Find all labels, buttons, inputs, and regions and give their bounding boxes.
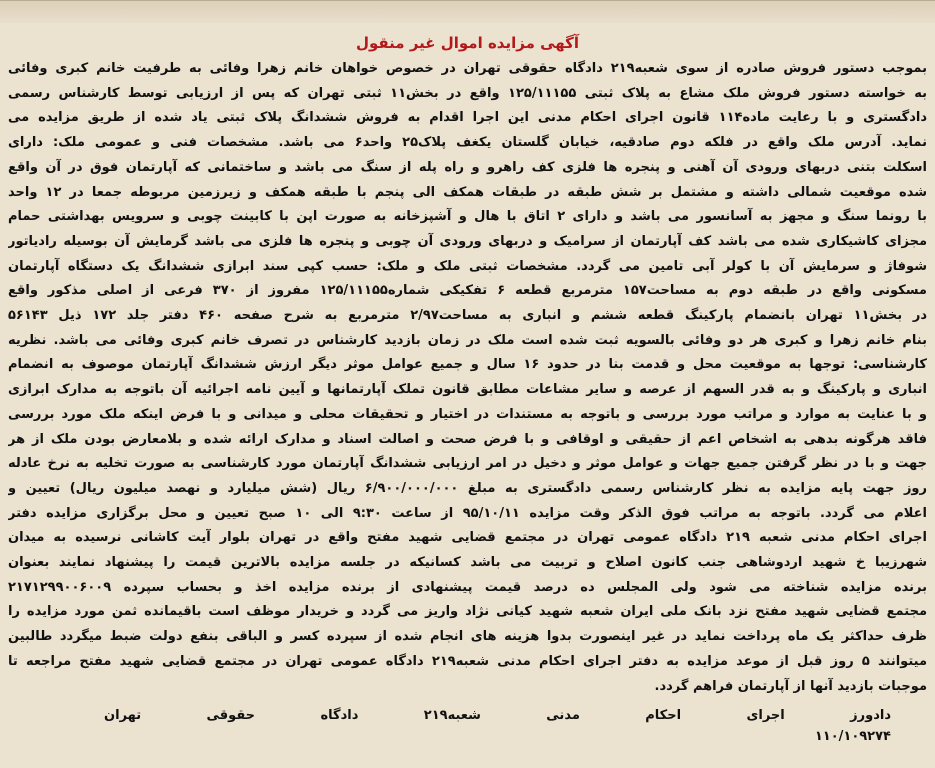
notice-line: در بخش۱۱ تهران بانضمام پارکینگ قطعه ششم و انباری به مساحت۲/۹۷ مترمربع به شرح صفحه ۴۶۰ دفتر جلد ۱۷۲ ذیل ۵۶۱۴۳ bbox=[8, 308, 927, 324]
signature-word: اجرای bbox=[746, 708, 785, 724]
signature-block bbox=[8, 705, 927, 747]
signature-word: شعبه۲۱۹ bbox=[423, 708, 481, 724]
notice-line: انباری و پارکینگ و به قدر السهم از عرصه و سایر مشاعات مطابق قانون تملک آپارتمانها و آیین نامه اجرائیه آن باتوجه به مدارک ابرازی bbox=[8, 382, 927, 398]
notice-line: کارشناسی: توجها به موقعیت محل و قدمت بنا در حدود ۱۶ سال و جمیع عوامل موثر دیگر ارزش ششدانگ آپارتمان موصوف به انضمام bbox=[8, 357, 927, 373]
notice-line: شهرزیبا خ شهید اردوشاهی جنب کانون اصلاح و تربیت می باشد کسانیکه در جلسه مزایده بالاترین قیمت را پیشنهاد نمایند بعنوان bbox=[8, 555, 927, 571]
notice-line: بنام خانم زهرا و کبری هر دو وفائی بالسویه ثبت شده است ملک در زمان بازدید کارشناس در تصرف خانم کبری وفائی می باشد. نظریه bbox=[8, 332, 927, 348]
notice-line: بموجب دستور فروش صادره از سوی شعبه۲۱۹ دادگاه حقوقی تهران در خصوص خواهان خانم زهرا وفائی به طرفیت خانم کبری وفائی bbox=[8, 61, 927, 76]
notice-line: اجرای احکام مدنی شعبه ۲۱۹ دادگاه عمومی تهران در مجتمع قضایی شهید مفتح واقع در تهران بلوار آیت کاشانی نرسیده به میدان bbox=[8, 530, 927, 546]
notice-title: آگهی مزایده اموال غیر منقول bbox=[355, 34, 580, 52]
notice-line: فاقد هرگونه بدهی به اشخاص اعم از حقیقی و اوقافی و با فرض صحت و اصالت اسناد و مدارک ارائه شده و بلامعارض بودن ملک از هر bbox=[8, 431, 927, 447]
notice-line: جهت و با در نظر گرفتن جمیع جهات و عوامل موثر و دخیل در امر ارزیابی ششدانگ آپارتمان مورد کارشناسی به صورت تخلیه به نرخ عادله bbox=[8, 456, 927, 472]
notice-line: اسکلت بتنی دربهای ورودی آن آهنی و پنجره ها فلزی کف راهرو و راه پله از سنگ می باشد و ساختمانی که آپارتمان فوق در آن واقع bbox=[8, 159, 927, 175]
notice-line: اعلام می گردد. باتوجه به مراتب فوق الذکر وقت مزایده ۹۵/۱۰/۱۱ از ساعت ۹:۳۰ الی ۱۰ صبح تعیین و محل برگزاری مزایده دفتر bbox=[8, 505, 927, 521]
notice-line: ظرف حداکثر یک ماه پرداخت نماید در غیر اینصورت بدوا هزینه های انجام شده از سپرده کسر و الباقی بنفع دولت ضبط میگردد طالبین bbox=[8, 629, 927, 645]
notice-line: موجبات بازدید آنها از آپارتمان فراهم گردد. bbox=[654, 678, 927, 694]
notice-line: میتوانند ۵ روز قبل از موعد مزایده به دفتر اجرای احکام مدنی شعبه۲۱۹ دادگاه عمومی تهران در مجتمع قضایی شهید مفتح مراجعه تا bbox=[8, 653, 927, 669]
signature-row bbox=[8, 705, 927, 727]
auction-notice bbox=[8, 5, 927, 747]
notice-line: مجزای کاشیکاری شده می باشد کف آپارتمان از سرامیک و دربهای ورودی آن چوبی و پنجره ها فلزی می باشد گرمایش آن بوسیله رادیاتور bbox=[8, 233, 927, 249]
signature-word: احکام bbox=[645, 708, 682, 724]
notice-line: مسکونی واقع در طبقه دوم به مساحت۱۵۷ مترمربع قطعه ۶ تفکیکی شماره۱۲۵/۱۱۱۵۵ مفروز از ۳۷۰ فرعی از اصلی مذکور واقع bbox=[8, 283, 927, 299]
notice-line: به خواسته دستور فروش ملک مشاع به پلاک ثبتی ۱۲۵/۱۱۱۵۵ واقع در بخش۱۱ ثبتی تهران که پس از ارزیابی توسط کارشناس رسمی bbox=[8, 85, 927, 101]
notice-line: برنده مزایده شناخته می شود ولی المجلس ده درصد قیمت پیشنهادی از برنده مزایده اخذ و بحساب سپرده ۲۱۷۱۲۹۹۰۰۶۰۰۹ bbox=[8, 579, 927, 595]
notice-line: شوفاژ و سرمایش آن با کولر آبی تامین می گردد. مشخصات ثبتی ملک و ملک: حسب کپی سند ابرازی ششدانگ یک دستگاه آپارتمان bbox=[8, 258, 927, 274]
notice-line: نماید. آدرس ملک واقع در فلکه دوم صادقیه، خیابان گلستان یکغف پلاک۲۵ واحد۶ می باشد. مشخصات فنی و عمومی ملک: دارای bbox=[8, 135, 927, 151]
notice-body bbox=[8, 57, 927, 699]
notice-line: مجتمع قضایی شهید مفتح نزد بانک ملی ایران شعبه شهید کیانی نژاد واریز می گردد و خریدار موظف است باقیمانده ثمن مورد مزایده را bbox=[8, 604, 927, 620]
reference-number: ۱۱۰/۱۰۹۲۷۴ bbox=[814, 729, 891, 745]
signature-word: دادگاه bbox=[320, 708, 359, 724]
notice-line: و با عنایت به موارد و مراتب مورد بررسی و باتوجه به مستندات در اختیار و تحقیقات محلی و میدانی و با فرض اینکه ملک مورد بررسی bbox=[8, 406, 927, 422]
notice-line: با رونما سنگ و مجهز به آسانسور می باشد و دارای ۲ اتاق با هال و آشپزخانه به صورت اپن با کابینت چوبی و سرویس بهداشتی حمام bbox=[8, 209, 927, 225]
signature-word: حقوقی bbox=[206, 708, 256, 724]
signature-word: دادورز bbox=[850, 708, 891, 724]
notice-line: روز جهت پایه مزایده به نظر کارشناس رسمی دادگستری به مبلغ ۶/۹۰۰/۰۰۰/۰۰۰ ریال (شش میلیارد و نهصد میلیون ریال) تعیین و bbox=[8, 480, 927, 496]
notice-line: شده موقعیت شمالی داشته و مشتمل بر شش طبقه در طبقات همکف الی پنجم با طبقه همکف و زیرزمین مربوطه جمعا در ۱۲ واحد bbox=[8, 184, 927, 200]
notice-line: دادگستری و با رعایت ماده۱۱۴ قانون اجرای احکام مدنی این اجرا اقدام به فروش ششدانگ پلاک ثبتی یاد شده از طریق مزایده می bbox=[8, 110, 927, 126]
signature-word: مدنی bbox=[546, 708, 580, 724]
signature-word: تهران bbox=[104, 708, 142, 724]
